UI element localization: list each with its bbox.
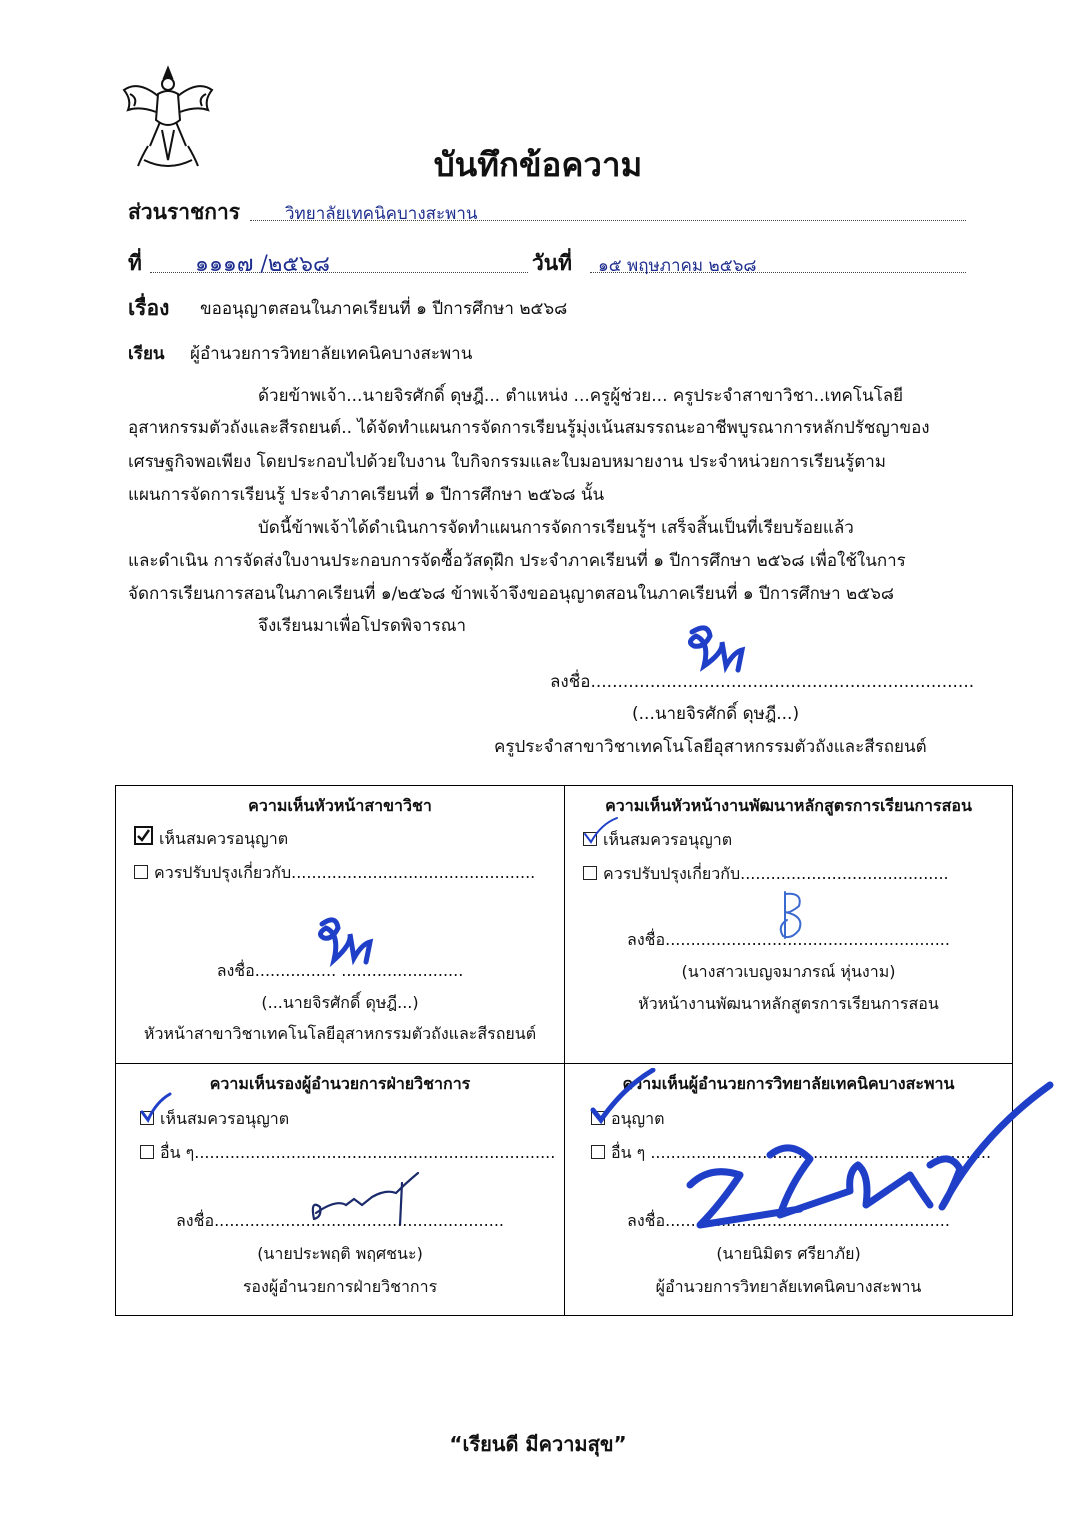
cell-position: หัวหน้าสาขาวิชาเทคโนโลยีอุสาหกรรมตัวถังและสีรถยนต์ xyxy=(143,1024,537,1043)
cell-name: (...นายจิรศักดิ์ ดุษฎี...) xyxy=(261,993,419,1012)
cell-deputy xyxy=(116,1064,564,1315)
body-line: ด้วยข้าพเจ้า...นายจิรศักดิ์ ดุษฎี... ตำแหน่ง ...ครูผู้ช่วย... ครูประจำสาขาวิชา..เทคโนโลยี xyxy=(258,386,904,406)
signer-sign-line: ลงชื่อ....................................................................... xyxy=(550,672,975,692)
checkmark-ink-icon xyxy=(587,1068,657,1128)
option-label: เห็นสมควรอนุญาต xyxy=(603,830,733,849)
option-label: เห็นสมควรอนุญาต xyxy=(160,1109,290,1128)
body-line: จัดการเรียนการสอนในภาคเรียนที่ ๑/๒๕๖๘ ข้าพเจ้าจึงขออนุญาตสอนในภาคเรียนที่ ๑ ปีการศึกษา ๒๕๖๘ xyxy=(128,584,894,604)
number-value: ๑๑๑๗ /๒๕๖๘ xyxy=(195,252,330,277)
cell-position: หัวหน้างานพัฒนาหลักสูตรการเรียนการสอน xyxy=(638,994,939,1013)
cell-curriculum xyxy=(565,786,1012,1063)
checkbox-icon[interactable] xyxy=(134,865,148,879)
checkbox-checked-icon[interactable] xyxy=(134,826,153,845)
option-improve[interactable] xyxy=(583,862,949,887)
cell-title: ความเห็นหัวหน้าสาขาวิชา xyxy=(248,796,432,815)
cell-name: (นายนิมิตร ศรียาภัย) xyxy=(716,1244,861,1263)
checkmark-ink-icon xyxy=(138,1092,174,1124)
cell-sign-line: ลงชื่อ......................................................... xyxy=(176,1211,504,1230)
footer-motto: “เรียนดี มีความสุข” xyxy=(449,1432,627,1456)
option-other[interactable] xyxy=(140,1141,555,1166)
cell-name: (นายประพฤติ พฤศชนะ) xyxy=(257,1244,423,1263)
cell-sign-line: ลงชื่อ........................................................ xyxy=(627,1211,950,1230)
option-label: ควรปรับปรุงเกี่ยวกับ................................................ xyxy=(154,863,536,882)
cell-head-of-dept xyxy=(116,786,564,1063)
to-value: ผู้อำนวยการวิทยาลัยเทคนิคบางสะพาน xyxy=(190,344,473,364)
subject-label: เรื่อง xyxy=(128,296,170,320)
cell-sign-line: ลงชื่อ........................................................ xyxy=(627,930,950,949)
cell-title: ความเห็นหัวหน้างานพัฒนาหลักสูตรการเรียนการสอน xyxy=(605,796,972,815)
body-line: เศรษฐกิจพอเพียง โดยประกอบไปด้วยใบงาน ใบกิจกรรมและใบมอบหมายงาน ประจำหน่วยการเรียนรู้ตาม xyxy=(128,452,887,472)
body-line: และดำเนิน การจัดส่งใบงานประกอบการจัดซื้อวัสดุฝึก ประจำภาคเรียนที่ ๑ ปีการศึกษา ๒๕๖๘ เพื่อใช้ในการ xyxy=(128,551,906,571)
subject-value: ขออนุญาตสอนในภาคเรียนที่ ๑ ปีการศึกษา ๒๕๖๘ xyxy=(200,299,568,319)
dept-label: ส่วนราชการ xyxy=(128,200,241,224)
body-line: จึงเรียนมาเพื่อโปรดพิจารณา xyxy=(258,616,467,636)
option-label: เห็นสมควรอนุญาต xyxy=(159,829,289,848)
cell-sign-line: ลงชื่อ................ ........................ xyxy=(216,961,464,980)
opinion-table xyxy=(115,785,1013,1316)
checkmark-ink-icon xyxy=(581,816,621,846)
option-improve[interactable] xyxy=(134,861,535,886)
document-title: บันทึกข้อความ xyxy=(433,145,643,184)
dept-value: วิทยาลัยเทคนิคบางสะพาน xyxy=(285,204,478,224)
to-label: เรียน xyxy=(128,344,165,364)
signer-position: ครูประจำสาขาวิชาเทคโนโลยีอุสาหกรรมตัวถังและสีรถยนต์ xyxy=(494,737,927,757)
checkbox-icon[interactable] xyxy=(140,1145,154,1159)
date-label: วันที่ xyxy=(532,251,572,275)
date-value: ๑๕ พฤษภาคม ๒๕๖๘ xyxy=(598,256,757,276)
option-label: อื่น ๆ....................................................................... xyxy=(160,1143,556,1162)
checkbox-icon[interactable] xyxy=(583,866,597,880)
body-line: บัดนี้ข้าพเจ้าได้ดำเนินการจัดทำแผนการจัดการเรียนรู้ฯ เสร็จสิ้นเป็นที่เรียบร้อยแล้ว xyxy=(258,518,854,538)
signature-director xyxy=(680,1075,1060,1235)
body-line: อุสาหกรรมตัวถังและสีรถยนต์.. ได้จัดทำแผนการจัดการเรียนรู้มุ่งเน้นสมรรถนะอาชีพบูรณาการหลักปรัชญาของ xyxy=(128,418,930,438)
dept-field xyxy=(250,198,966,224)
cell-name: (นางสาวเบญจมาภรณ์ หุ่นงาม) xyxy=(681,962,896,981)
option-label: อนุญาต xyxy=(611,1109,665,1128)
cell-position: รองผู้อำนวยการฝ่ายวิชาการ xyxy=(242,1277,438,1296)
checkbox-icon[interactable] xyxy=(591,1145,605,1159)
date-field xyxy=(590,248,966,276)
cell-title: ความเห็นรองผู้อำนวยการฝ่ายวิชาการ xyxy=(209,1074,471,1093)
option-approve[interactable] xyxy=(134,826,288,852)
cell-title: ความเห็นผู้อำนวยการวิทยาลัยเทคนิคบางสะพาน xyxy=(622,1074,955,1093)
number-field xyxy=(150,246,528,277)
signer-name: (...นายจิรศักดิ์ ดุษฎี...) xyxy=(632,704,800,724)
body-line: แผนการจัดการเรียนรู้ ประจำภาคเรียนที่ ๑ ปีการศึกษา ๒๕๖๘ นั้น xyxy=(128,485,605,505)
option-label: อื่น ๆ ................................................................... xyxy=(611,1143,992,1162)
number-label: ที่ xyxy=(128,251,142,275)
cell-position: ผู้อำนวยการวิทยาลัยเทคนิคบางสะพาน xyxy=(655,1277,922,1296)
option-label: ควรปรับปรุงเกี่ยวกับ......................................... xyxy=(603,864,949,883)
